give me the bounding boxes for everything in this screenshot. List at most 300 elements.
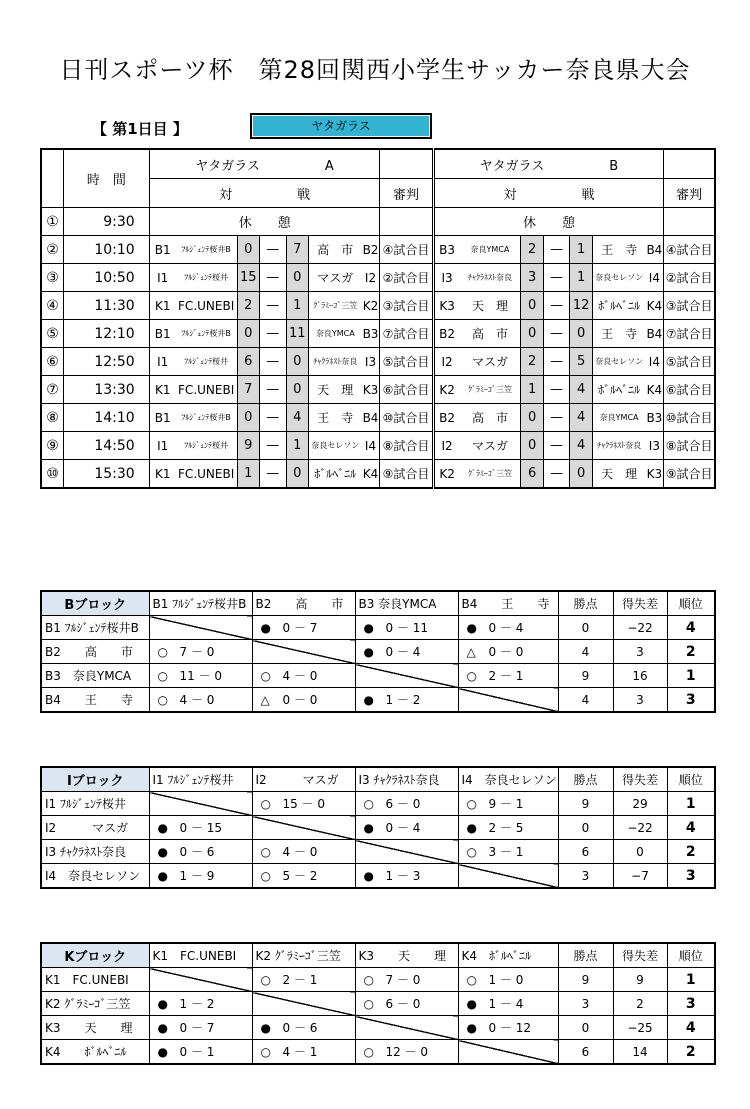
league-row <box>41 616 715 640</box>
score-home: 7 <box>237 376 259 404</box>
opponent-header: I1 ﾌﾙｼﾞｪﾝﾃ桜井 <box>149 767 252 792</box>
opponent-header: K3 天 理 <box>355 943 458 968</box>
stat-header: 順位 <box>667 591 715 616</box>
points: 9 <box>558 968 613 992</box>
score-away: 12 <box>570 292 592 320</box>
loss-mark: ● <box>363 869 374 883</box>
match-result <box>355 864 458 889</box>
match-score: 6 － 0 <box>385 997 421 1011</box>
match-number: ② <box>41 236 63 264</box>
team-name: ﾁｬｸﾗﾈｽﾄ奈良 <box>460 264 521 292</box>
match-result <box>149 840 252 864</box>
loss-mark: ● <box>363 821 374 835</box>
loss-mark: ● <box>363 645 374 659</box>
rank: 3 <box>667 992 715 1016</box>
referee-assignment: ⑤試合目 <box>380 348 433 376</box>
schedule-row <box>41 208 715 236</box>
score-dash: — <box>259 292 286 320</box>
match-number: ⑥ <box>41 348 63 376</box>
team-name: 奈良セレソン <box>592 348 645 376</box>
score-away: 4 <box>286 404 308 432</box>
referee-assignment: ⑩試合目 <box>380 404 433 432</box>
team-name: FC.UNEBI <box>176 376 237 404</box>
match-score: 12 － 0 <box>385 1045 429 1059</box>
court-a-match-header: 対 戦 <box>149 179 380 208</box>
match-result <box>458 992 558 1016</box>
score-dash: — <box>259 404 286 432</box>
team-code: I3 <box>433 264 460 292</box>
match-score: 2 － 1 <box>282 973 318 987</box>
win-mark: ○ <box>157 669 168 683</box>
day-label: 【 第1日目 】 <box>92 120 188 138</box>
match-score: 0 － 7 <box>282 621 318 635</box>
rank: 1 <box>667 664 715 688</box>
match-score: 0 － 11 <box>385 621 429 635</box>
team-name: 天 理 <box>592 460 645 489</box>
score-home: 2 <box>237 292 259 320</box>
team-code: I4 <box>645 348 663 376</box>
team-name: ﾌﾙｼﾞｪﾝﾃ桜井 <box>176 432 237 460</box>
team-code: K4 <box>645 376 663 404</box>
team-code: B1 <box>149 236 176 264</box>
stat-header: 順位 <box>667 767 715 792</box>
match-time: 12:50 <box>63 348 149 376</box>
score-away: 0 <box>286 460 308 489</box>
self-match-diagonal <box>149 616 252 640</box>
schedule-row <box>41 404 715 432</box>
block-name: Bブロック <box>41 591 149 616</box>
goal-difference: 3 <box>613 688 667 713</box>
loss-mark: ● <box>363 621 374 635</box>
team-name: ｸﾞﾗﾐｰｺﾞ三笠 <box>308 292 361 320</box>
team-name: 奈良YMCA <box>592 404 645 432</box>
loss-mark: ● <box>157 997 168 1011</box>
referee-assignment: ⑦試合目 <box>664 320 715 348</box>
self-match-diagonal <box>149 968 252 992</box>
team-name: ﾌﾙｼﾞｪﾝﾃ桜井B <box>176 236 237 264</box>
team-code: K3 <box>362 376 380 404</box>
match-result <box>458 616 558 640</box>
team-name: 奈良YMCA <box>460 236 521 264</box>
team-name: 天 理 <box>308 376 361 404</box>
team-name: ｸﾞﾗﾐｰｺﾞ三笠 <box>460 376 521 404</box>
page-title: 日刊スポーツ杯 第28回関西小学生サッカー奈良県大会 <box>59 56 691 84</box>
block-name: Kブロック <box>41 943 149 968</box>
team-label: K1 FC.UNEBI <box>41 968 149 992</box>
team-code: K2 <box>433 460 460 489</box>
win-mark: ○ <box>466 845 477 859</box>
rank: 2 <box>667 1040 715 1065</box>
team-name: 奈良セレソン <box>592 264 645 292</box>
points: 0 <box>558 616 613 640</box>
court-b-ref-header: 審判 <box>664 179 715 208</box>
team-name: ﾌﾙｼﾞｪﾝﾃ桜井B <box>176 404 237 432</box>
score-home: 0 <box>237 320 259 348</box>
score-away: 7 <box>286 236 308 264</box>
court-a-ref-blank <box>380 149 433 179</box>
referee-assignment: ③試合目 <box>380 292 433 320</box>
team-label: I1 ﾌﾙｼﾞｪﾝﾃ桜井 <box>41 792 149 816</box>
match-score: 0 － 4 <box>488 621 524 635</box>
court-b-header: ヤタガラス B <box>433 149 664 179</box>
score-away: 0 <box>286 348 308 376</box>
match-result <box>355 792 458 816</box>
team-label: K3 天 理 <box>41 1016 149 1040</box>
referee-assignment: ⑨試合目 <box>664 460 715 489</box>
rank: 2 <box>667 840 715 864</box>
match-result <box>149 688 252 713</box>
win-mark: ○ <box>260 869 271 883</box>
points: 4 <box>558 688 613 713</box>
match-number: ⑤ <box>41 320 63 348</box>
team-label: K4 ﾎﾞﾙﾍﾞﾆﾙ <box>41 1040 149 1065</box>
match-result <box>149 1040 252 1065</box>
schedule-row <box>41 292 715 320</box>
score-dash: — <box>543 236 570 264</box>
stat-header: 勝点 <box>558 767 613 792</box>
match-result <box>458 1016 558 1040</box>
league-row <box>41 968 715 992</box>
match-score: 0 － 12 <box>488 1021 532 1035</box>
rest-label-a: 休 憩 <box>149 208 380 236</box>
no-header <box>41 149 63 208</box>
match-score: 1 － 9 <box>179 869 215 883</box>
self-match-diagonal <box>458 688 558 713</box>
score-dash: — <box>543 376 570 404</box>
referee-assignment: ④試合目 <box>664 236 715 264</box>
match-score: 0 － 7 <box>179 1021 215 1035</box>
match-result <box>149 816 252 840</box>
score-away: 1 <box>570 264 592 292</box>
schedule-row <box>41 236 715 264</box>
stat-header: 勝点 <box>558 943 613 968</box>
loss-mark: ● <box>466 821 477 835</box>
match-number: ⑨ <box>41 432 63 460</box>
match-result <box>149 992 252 1016</box>
league-row <box>41 1040 715 1065</box>
draw-mark: △ <box>466 645 476 659</box>
team-code: I1 <box>149 348 176 376</box>
team-code: B2 <box>362 236 380 264</box>
score-away: 1 <box>286 432 308 460</box>
league-row <box>41 640 715 664</box>
score-dash: — <box>543 320 570 348</box>
score-dash: — <box>543 348 570 376</box>
score-dash: — <box>259 432 286 460</box>
points: 4 <box>558 640 613 664</box>
match-score: 2 － 5 <box>488 821 524 835</box>
team-code: I1 <box>149 264 176 292</box>
league-row <box>41 992 715 1016</box>
team-code: K4 <box>362 460 380 489</box>
match-result <box>355 816 458 840</box>
score-home: 0 <box>237 404 259 432</box>
opponent-header: I2 マスガ <box>252 767 355 792</box>
stat-header: 勝点 <box>558 591 613 616</box>
team-name: 奈良YMCA <box>308 320 361 348</box>
match-score: 4 － 0 <box>282 669 318 683</box>
team-code: K3 <box>433 292 460 320</box>
score-home: 1 <box>237 460 259 489</box>
team-name: 王 寺 <box>592 320 645 348</box>
loss-mark: ● <box>363 693 374 707</box>
match-time: 10:10 <box>63 236 149 264</box>
match-result <box>355 616 458 640</box>
team-name: ﾁｬｸﾗﾈｽﾄ奈良 <box>308 348 361 376</box>
match-result <box>252 968 355 992</box>
match-score: 9 － 1 <box>488 797 524 811</box>
schedule-row <box>41 320 715 348</box>
self-match-diagonal <box>355 840 458 864</box>
opponent-header: B4 王 寺 <box>458 591 558 616</box>
match-number: ③ <box>41 264 63 292</box>
match-result <box>252 792 355 816</box>
win-mark: ○ <box>260 845 271 859</box>
loss-mark: ● <box>157 869 168 883</box>
team-code: I2 <box>433 348 460 376</box>
match-result <box>458 792 558 816</box>
league-row <box>41 840 715 864</box>
opponent-header: K4 ﾎﾞﾙﾍﾞﾆﾙ <box>458 943 558 968</box>
referee-assignment: ⑥試合目 <box>380 376 433 404</box>
match-score: 1 － 2 <box>385 693 421 707</box>
self-match-diagonal <box>458 864 558 889</box>
team-name: 高 市 <box>308 236 361 264</box>
team-code: K2 <box>433 376 460 404</box>
loss-mark: ● <box>260 1021 271 1035</box>
opponent-header: B1 ﾌﾙｼﾞｪﾝﾃ桜井B <box>149 591 252 616</box>
team-label: I3 ﾁｬｸﾗﾈｽﾄ奈良 <box>41 840 149 864</box>
team-name: マスガ <box>308 264 361 292</box>
team-code: I4 <box>645 264 663 292</box>
score-away: 0 <box>286 376 308 404</box>
stat-header: 得失差 <box>613 767 667 792</box>
match-time: 12:10 <box>63 320 149 348</box>
match-result <box>149 664 252 688</box>
team-label: B4 王 寺 <box>41 688 149 713</box>
rank: 3 <box>667 688 715 713</box>
opponent-header: B3 奈良YMCA <box>355 591 458 616</box>
score-away: 4 <box>570 376 592 404</box>
match-result <box>458 840 558 864</box>
match-score: 2 － 1 <box>488 669 524 683</box>
team-name: ﾎﾞﾙﾍﾞﾆﾙ <box>592 376 645 404</box>
team-name: 奈良セレソン <box>308 432 361 460</box>
team-name: 王 寺 <box>592 236 645 264</box>
match-result <box>252 864 355 889</box>
rank: 1 <box>667 792 715 816</box>
score-home: 0 <box>521 404 543 432</box>
schedule-row <box>41 460 715 489</box>
team-code: I3 <box>645 432 663 460</box>
team-code: K1 <box>149 460 176 489</box>
match-result <box>252 688 355 713</box>
team-code: I4 <box>362 432 380 460</box>
score-away: 0 <box>570 320 592 348</box>
match-time: 14:50 <box>63 432 149 460</box>
self-match-diagonal <box>252 640 355 664</box>
team-code: I2 <box>362 264 380 292</box>
court-b-match-header: 対 戦 <box>433 179 664 208</box>
score-dash: — <box>259 460 286 489</box>
points: 3 <box>558 992 613 1016</box>
team-code: B4 <box>645 320 663 348</box>
court-a-header: ヤタガラス A <box>149 149 380 179</box>
score-home: 6 <box>521 460 543 489</box>
win-mark: ○ <box>363 797 374 811</box>
match-score: 0 － 0 <box>282 693 318 707</box>
match-result <box>458 640 558 664</box>
league-table <box>40 766 716 889</box>
score-away: 1 <box>286 292 308 320</box>
rank: 4 <box>667 1016 715 1040</box>
score-home: 1 <box>521 376 543 404</box>
rank: 4 <box>667 616 715 640</box>
schedule-table <box>40 148 716 489</box>
schedule-row <box>41 432 715 460</box>
score-home: 6 <box>237 348 259 376</box>
score-dash: — <box>259 264 286 292</box>
goal-difference: 29 <box>613 792 667 816</box>
team-code: B2 <box>433 404 460 432</box>
match-result <box>149 864 252 889</box>
rank: 3 <box>667 864 715 889</box>
league-table <box>40 942 716 1065</box>
match-score: 0 － 6 <box>282 1021 318 1035</box>
points: 0 <box>558 816 613 840</box>
goal-difference: 14 <box>613 1040 667 1065</box>
goal-difference: −22 <box>613 816 667 840</box>
stat-header: 順位 <box>667 943 715 968</box>
referee-assignment: ②試合目 <box>664 264 715 292</box>
team-code: K3 <box>645 460 663 489</box>
schedule-row <box>41 264 715 292</box>
team-code: B1 <box>149 404 176 432</box>
match-score: 1 － 0 <box>488 973 524 987</box>
rest-label-b: 休 憩 <box>433 208 664 236</box>
win-mark: ○ <box>260 797 271 811</box>
self-match-diagonal <box>149 792 252 816</box>
team-name: 高 市 <box>460 404 521 432</box>
match-result <box>149 1016 252 1040</box>
team-name: 天 理 <box>460 292 521 320</box>
score-away: 11 <box>286 320 308 348</box>
self-match-diagonal <box>458 1040 558 1065</box>
score-dash: — <box>543 432 570 460</box>
match-number: ① <box>41 208 63 236</box>
score-home: 0 <box>521 320 543 348</box>
court-b-ref-blank <box>664 149 715 179</box>
score-dash: — <box>259 376 286 404</box>
goal-difference: −25 <box>613 1016 667 1040</box>
match-score: 15 － 0 <box>282 797 326 811</box>
loss-mark: ● <box>260 621 271 635</box>
goal-difference: 16 <box>613 664 667 688</box>
team-name: 王 寺 <box>308 404 361 432</box>
score-home: 0 <box>521 292 543 320</box>
match-score: 1 － 3 <box>385 869 421 883</box>
match-score: 5 － 2 <box>282 869 318 883</box>
team-name: ｸﾞﾗﾐｰｺﾞ三笠 <box>460 460 521 489</box>
match-score: 6 － 0 <box>385 797 421 811</box>
self-match-diagonal <box>252 816 355 840</box>
match-result <box>149 640 252 664</box>
match-number: ⑦ <box>41 376 63 404</box>
match-score: 3 － 1 <box>488 845 524 859</box>
team-code: B3 <box>362 320 380 348</box>
match-score: 0 － 1 <box>179 1045 215 1059</box>
win-mark: ○ <box>466 797 477 811</box>
court-a-ref-header: 審判 <box>380 179 433 208</box>
referee-assignment: ④試合目 <box>380 236 433 264</box>
league-row <box>41 792 715 816</box>
score-dash: — <box>543 264 570 292</box>
score-away: 4 <box>570 404 592 432</box>
match-result <box>355 640 458 664</box>
win-mark: ○ <box>466 669 477 683</box>
opponent-header: I4 奈良セレソン <box>458 767 558 792</box>
team-code: K1 <box>149 292 176 320</box>
score-home: 3 <box>521 264 543 292</box>
team-label: B3 奈良YMCA <box>41 664 149 688</box>
team-name: FC.UNEBI <box>176 292 237 320</box>
opponent-header: K2 ｸﾞﾗﾐｰｺﾞ三笠 <box>252 943 355 968</box>
league-row <box>41 1016 715 1040</box>
rank: 4 <box>667 816 715 840</box>
win-mark: ○ <box>260 669 271 683</box>
match-score: 0 － 15 <box>179 821 223 835</box>
match-score: 11 － 0 <box>179 669 223 683</box>
score-home: 2 <box>521 236 543 264</box>
stat-header: 得失差 <box>613 943 667 968</box>
loss-mark: ● <box>157 821 168 835</box>
match-time: 9:30 <box>63 208 149 236</box>
team-name: FC.UNEBI <box>176 460 237 489</box>
goal-difference: 2 <box>613 992 667 1016</box>
referee-assignment: ②試合目 <box>380 264 433 292</box>
loss-mark: ● <box>466 997 477 1011</box>
team-name: 高 市 <box>460 320 521 348</box>
points: 3 <box>558 864 613 889</box>
score-dash: — <box>543 404 570 432</box>
team-name: ﾌﾙｼﾞｪﾝﾃ桜井 <box>176 348 237 376</box>
self-match-diagonal <box>355 664 458 688</box>
match-result <box>252 840 355 864</box>
win-mark: ○ <box>363 1045 374 1059</box>
match-result <box>252 1016 355 1040</box>
team-code: K1 <box>149 376 176 404</box>
team-code: B4 <box>362 404 380 432</box>
stat-header: 得失差 <box>613 591 667 616</box>
team-label: B2 高 市 <box>41 640 149 664</box>
win-mark: ○ <box>157 645 168 659</box>
loss-mark: ● <box>157 1021 168 1035</box>
points: 9 <box>558 664 613 688</box>
schedule-row <box>41 376 715 404</box>
team-name: マスガ <box>460 348 521 376</box>
league-row <box>41 816 715 840</box>
match-score: 7 － 0 <box>385 973 421 987</box>
score-home: 0 <box>237 236 259 264</box>
block-name: Iブロック <box>41 767 149 792</box>
score-away: 4 <box>570 432 592 460</box>
match-result <box>355 1040 458 1065</box>
team-code: I1 <box>149 432 176 460</box>
draw-mark: △ <box>260 693 270 707</box>
points: 6 <box>558 1040 613 1065</box>
points: 0 <box>558 1016 613 1040</box>
team-code: B3 <box>645 404 663 432</box>
